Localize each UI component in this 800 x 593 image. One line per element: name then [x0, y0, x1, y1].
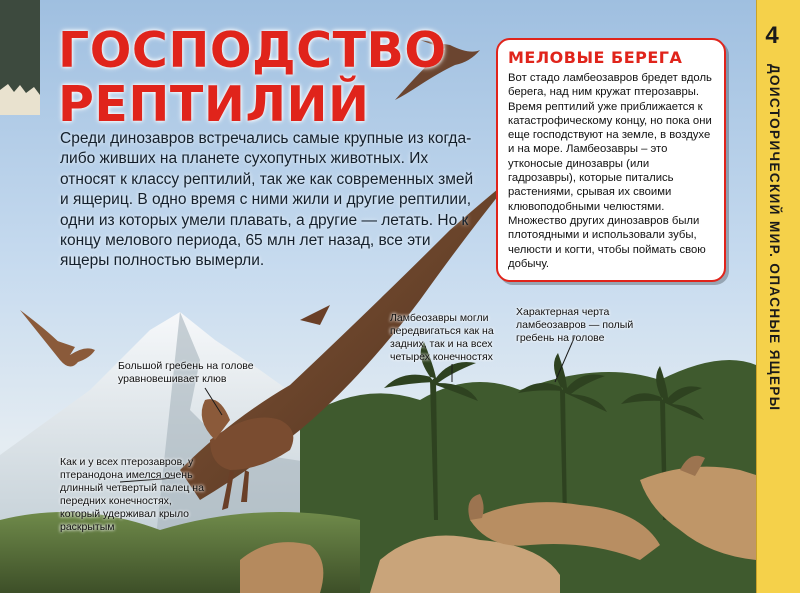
page-number: 4: [765, 22, 779, 49]
title-line-2: РЕПТИЛИЙ: [58, 76, 370, 133]
intro-paragraph: Среди динозавров встречались самые крупные из когда-либо живших на планете сухопутных животных. Их относят к классу рептилий, так же как современных змей и ящериц. В одно время с ними жили и другие рептилии, одни из которых умели плавать, а другие — летать. Но к концу мелового периода, 65 млн лет назад, все эти ящеры полностью вымерли.: [60, 130, 474, 270]
caption-crest: Большой гребень на голове уравновешивает клюв: [118, 360, 254, 385]
title-line-1: ГОСПОДСТВО: [58, 22, 447, 79]
caption-finger: Как и у всех птерозавров, у птеранодона имелся очень длинный четвертый палец на передних конечностях, который удерживал крыло раскрытым: [60, 456, 204, 533]
sidebar-text: Вот стадо ламбеозавров бредет вдоль берега, над ним кружат птерозавры. Время рептилий уже приближается к катастрофическому концу, но пока они еще господствуют на земле, в воздухе и на море. Ламбеозавры – это утконосые динозавры (или гадрозавры), которые питались растениями, срывая их своими клювоподобными челюстями. Множество других динозавров были плотоядными и использовали зубы, челюсти и когти, чтобы поймать свою добычу.: [508, 72, 712, 270]
chapter-title: ДОИСТОРИЧЕСКИЙ МИР. ОПАСНЫЕ ЯЩЕРЫ: [767, 64, 782, 412]
page-title: [58, 24, 458, 132]
sidebar-box: [496, 38, 726, 282]
sidebar-heading: МЕЛОВЫЕ БЕРЕГА: [508, 48, 683, 67]
caption-crest-feature: Характерная черта ламбеозавров — полый гребень на голове: [516, 306, 634, 344]
caption-locomotion: Ламбеозавры могли передвигаться как на задних, так и на всех четырех конечностях: [390, 312, 494, 363]
